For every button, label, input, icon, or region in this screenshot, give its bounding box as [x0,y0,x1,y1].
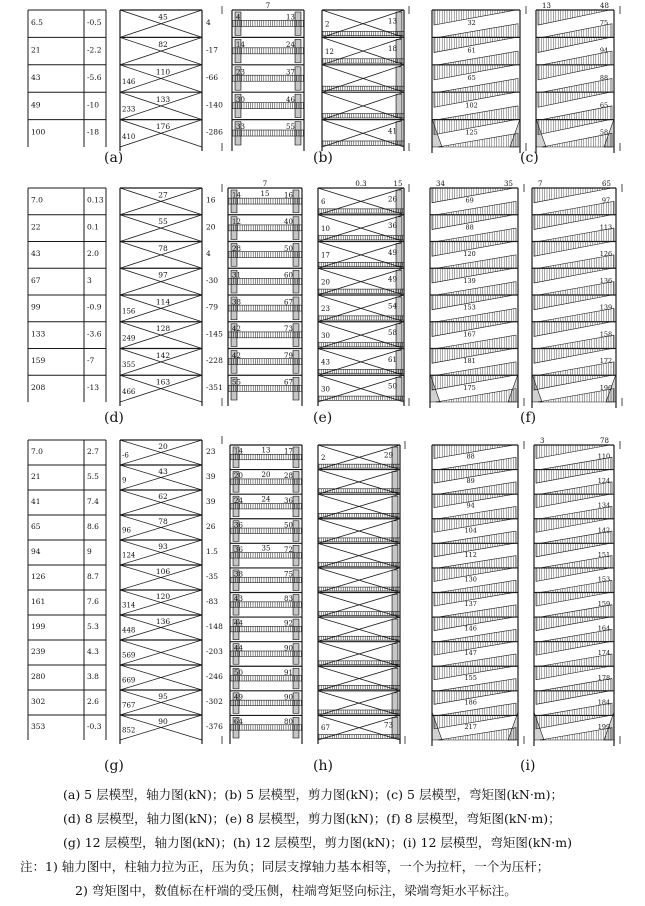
axial-mid-value: 2.6 [87,696,99,706]
column-shear-value: 64 [234,718,243,727]
axial-left-value: 133 [31,329,46,339]
brace-axial-value: 78 [158,243,168,253]
column-shear-value: 60 [284,271,293,280]
column-shear-value: 14 [234,447,243,456]
brace-axial-value: 133 [155,94,171,104]
beam-shear-value: 15 [260,190,270,199]
beam-moment-triangle [438,556,516,568]
right-column-axial-value: -302 [206,696,223,706]
column-shear-value: 72 [284,545,293,554]
column-shear-value: 92 [284,619,293,628]
braced-column-shear-value: 58 [388,329,397,338]
axial-mid-value: 5.5 [87,471,99,481]
braced-column-shear-value: 49 [388,275,397,284]
beam-moment-value: 137 [464,600,477,609]
right-column-axial-value: -79 [206,302,219,312]
beam-moment-triangle [438,506,516,518]
axial-mid-value: -18 [87,127,100,137]
column-shear-value: 50 [284,521,293,530]
left-column-axial-value: 448 [122,626,136,635]
brace-axial-value: 110 [155,67,171,77]
beam-moment-value: 94 [466,501,475,510]
top-shear-value: 0.3 [355,180,367,188]
column-shear-value: 17 [284,447,293,456]
column-shear-value: 37 [286,68,295,77]
beam-moment-triangle [534,188,612,203]
beam-moment-triangle [438,531,516,543]
braced-column-shear-value: 17 [321,251,330,260]
axial-mid-value: 3 [87,275,92,285]
column-shear-value: 28 [232,244,241,253]
axial-left-value: 302 [31,696,46,706]
column-shear-value: 12 [232,218,241,227]
axial-left-value: 67 [31,275,41,285]
braced-column-shear-value: 18 [388,45,397,54]
braced-column-shear-value: 2 [321,453,326,462]
braced-column-shear-value: 61 [388,355,397,364]
axial-mid-value: 7.4 [87,496,99,506]
column-shear-value: 44 [234,644,243,653]
column-shear-value: 67 [284,378,293,387]
braced-column-shear-value: 73 [384,721,393,730]
column-shear-value: 36 [234,545,243,554]
beam-shear-value: 20 [261,470,271,479]
column-shear-value: 80 [284,718,293,727]
braced-column-shear-value: 6 [321,198,326,207]
column-shear-value: 43 [234,595,243,604]
braced-column-shear-value: 54 [388,302,397,311]
right-column-axial-value: 4 [206,249,211,259]
brace-axial-value: 43 [158,466,168,476]
braced-column-shear-value: 50 [388,382,397,391]
beam-moment-value: 65 [599,101,609,110]
axial-left-value: 49 [31,100,41,110]
column-shear-value: 73 [284,325,293,334]
column-moment-triangle [532,374,542,402]
column-moment-triangle [508,374,518,402]
braced-column-shear-value: 67 [321,724,330,733]
axial-mid-value: 4.3 [87,646,99,656]
axial-mid-value: 2.7 [87,446,99,456]
column-shear-value: 24 [234,496,243,505]
column-shear-value: 20 [234,472,243,481]
column-shear-value: 42 [232,325,241,334]
beam-moment-triangle [438,580,516,592]
axial-mid-value: 8.6 [87,521,99,531]
brace-axial-value: 106 [155,566,171,576]
column-shear-value: 40 [284,218,293,227]
beam-moment-value: 196 [599,383,613,392]
axial-mid-value: -0.9 [87,302,102,312]
beam-moment-value: 97 [601,196,611,205]
top-moment-value: 7 [538,180,543,188]
column-shear-value: 50 [284,244,293,253]
brace-axial-value: 136 [155,616,171,626]
beam-shear-value: 24 [261,495,271,504]
brace-axial-value: 95 [158,691,168,701]
beam-moment-value: 125 [465,128,478,137]
left-column-axial-value: 852 [122,726,136,735]
axial-left-value: 353 [31,721,46,731]
beam-moment-value: 126 [599,250,613,259]
right-column-axial-value: -17 [206,45,219,55]
axial-left-value: 41 [31,496,41,506]
beam-moment-value: 32 [467,19,476,28]
beam-moment-value: 175 [463,383,476,392]
left-column-axial-value: 249 [122,334,136,343]
column-shear-value: 90 [284,644,293,653]
column-shear-value: 50 [234,668,243,677]
column-shear-value: 79 [284,351,293,360]
right-column-axial-value: -351 [206,382,223,392]
axial-mid-value: 8.7 [87,571,99,581]
axial-left-value: 6.5 [31,18,43,28]
axial-left-value: 65 [31,521,41,531]
brace-axial-value: 27 [158,190,168,200]
column-shear-value: 4 [236,13,241,22]
right-column-axial-value: -228 [206,356,223,366]
column-moment-triangle [536,119,546,147]
column-shear-value: 38 [232,298,241,307]
right-column-axial-value: 4 [206,18,211,28]
column-shear-value: 38 [234,570,243,579]
axial-mid-value: -0.3 [87,721,102,731]
column-shear-value: 36 [234,521,243,530]
beam-moment-value: 58 [599,128,609,137]
column-shear-value: 14 [232,191,241,200]
axial-left-value: 126 [31,571,46,581]
column-shear-value: 44 [234,619,243,628]
right-column-axial-value: 39 [206,471,216,481]
braced-column-shear-value: 23 [321,305,330,314]
braced-column-shear-value: 10 [321,224,330,233]
left-column-axial-value: 355 [122,361,136,370]
beam-moment-triangle [438,605,516,617]
beam-moment-value: 104 [464,526,477,535]
axial-mid-value: -3.6 [87,329,102,339]
beam-moment-value: 113 [599,223,613,232]
left-column-axial-value: 410 [122,132,136,141]
axial-left-value: 7.0 [31,195,43,205]
right-column-axial-value: 39 [206,496,216,506]
column-shear-value: 75 [284,570,293,579]
braced-column-shear-value: 30 [321,331,330,340]
column-shear-value: 28 [284,472,293,481]
brace-axial-value: 82 [158,39,168,49]
right-column-axial-value: 1.5 [206,546,218,556]
left-column-axial-value: 156 [122,307,136,316]
axial-mid-value: -2.2 [87,45,102,55]
right-column-axial-value: 23 [206,446,216,456]
right-column-axial-value: -83 [206,596,219,606]
beam-moment-value: 88 [599,73,609,82]
column-shear-value: 24 [286,40,295,49]
axial-left-value: 43 [31,249,41,259]
left-column-axial-value: -6 [122,451,129,460]
column-moment-triangle [430,374,440,402]
column-shear-value: 13 [286,13,295,22]
left-column-axial-value: 124 [122,551,136,560]
axial-mid-value: 0.13 [87,195,104,205]
top-moment-value: 34 [436,180,445,188]
brace-axial-value: 45 [158,12,168,22]
axial-left-value: 22 [31,222,41,232]
column-shear-value: 31 [232,271,241,280]
top-shear-value: 15 [393,180,403,188]
right-column-axial-value: -140 [206,100,223,110]
top-moment-value: 13 [542,2,551,10]
braced-column-shear-value: 13 [388,17,397,26]
brace-axial-value: 55 [158,217,168,227]
axial-mid-value: 7.6 [87,596,99,606]
left-column-axial-value: 569 [122,651,136,660]
right-column-axial-value: -30 [206,275,219,285]
beam-moment-value: 153 [463,303,476,312]
brace-axial-value: 62 [158,491,168,501]
column-shear-value: 23 [236,68,245,77]
axial-left-value: 21 [31,45,41,55]
right-column-axial-value: -203 [206,646,223,656]
axial-mid-value: -13 [87,382,100,392]
right-column-axial-value: -66 [206,72,219,82]
beam-shear-value: 13 [261,446,271,455]
braced-column-shear-value: 36 [388,222,397,231]
braced-column-shear-value: 26 [388,195,397,204]
right-column-axial-value: -376 [206,721,223,731]
column-shear-value: 42 [232,351,241,360]
beam-moment-value: 167 [463,330,476,339]
column-shear-value: 91 [284,668,293,677]
axial-left-value: 100 [31,127,46,137]
beam-moment-value: 139 [463,276,476,285]
right-column-axial-value: 20 [206,222,216,232]
axial-left-value: 199 [31,621,46,631]
right-column-axial-value: -246 [206,671,223,681]
column-shear-value: 16 [284,191,293,200]
brace-axial-value: 114 [155,297,171,307]
brace-axial-value: 20 [158,441,168,451]
column-shear-value: 55 [232,378,241,387]
brace-axial-value: 142 [155,350,171,360]
axial-left-value: 239 [31,646,46,656]
beam-moment-value: 65 [467,73,476,82]
beam-moment-value: 88 [466,452,475,461]
right-column-axial-value: 16 [206,195,216,205]
right-column-axial-value: -148 [206,621,223,631]
beam-moment-triangle [438,457,516,469]
beam-moment-value: 75 [599,19,609,28]
beam-moment-triangle [438,482,516,494]
axial-left-value: 7.0 [31,446,43,456]
axial-left-value: 280 [31,671,46,681]
axial-mid-value: -10 [87,100,100,110]
beam-moment-value: 136 [599,276,613,285]
axial-mid-value: 5.3 [87,621,99,631]
brace-axial-value: 97 [158,270,168,280]
axial-mid-value: -7 [87,356,95,366]
column-shear-value: 67 [284,298,293,307]
beam-moment-value: 120 [463,250,476,259]
top-shear-value: 7 [265,2,271,10]
column-shear-value: 90 [284,693,293,702]
column-shear-value: 36 [284,496,293,505]
top-moment-value: 65 [602,180,611,188]
left-column-axial-value: 233 [122,105,136,114]
beam-moment-value: 61 [467,46,476,55]
top-moment-value: 48 [600,2,609,10]
axial-left-value: 208 [31,382,46,392]
column-shear-value: 30 [236,95,245,104]
right-column-axial-value: 26 [206,521,216,531]
braced-column-shear-value: 43 [321,358,330,367]
column-shear-value: 33 [236,123,245,132]
column-shear-value: 55 [286,123,295,132]
column-shear-value: 83 [284,595,293,604]
right-column-axial-value: -35 [206,571,219,581]
beam-moment-value: 94 [599,46,609,55]
left-column-axial-value: 767 [122,701,136,710]
left-column-axial-value: 9 [122,476,127,485]
brace-axial-value: 93 [158,541,168,551]
axial-left-value: 99 [31,302,41,312]
brace-axial-value: 78 [158,516,168,526]
left-column-axial-value: 96 [122,526,131,535]
brace-axial-value: 163 [155,377,171,387]
beam-moment-value: 112 [464,550,477,559]
top-moment-value: 35 [504,180,513,188]
axial-left-value: 159 [31,356,46,366]
axial-mid-value: 0.1 [87,222,99,232]
beam-shear-value: 35 [261,544,271,553]
top-shear-value: 7 [262,180,268,188]
axial-mid-value: 2.0 [87,249,99,259]
left-column-axial-value: 466 [122,387,136,396]
axial-mid-value: -0.5 [87,18,102,28]
right-column-axial-value: -286 [206,127,223,137]
brace-axial-value: 120 [155,591,171,601]
left-column-axial-value: 669 [122,676,136,685]
brace-axial-value: 128 [155,324,171,334]
axial-mid-value: -5.6 [87,72,102,82]
left-column-axial-value: 314 [122,601,136,610]
beam-moment-value: 139 [599,303,613,312]
column-shear-value: 14 [236,40,245,49]
beam-moment-value: 172 [599,357,613,366]
column-shear-value: 49 [234,693,243,702]
beam-moment-value: 69 [465,196,474,205]
column-moment-triangle [510,119,520,147]
axial-left-value: 161 [31,596,46,606]
brace-axial-value: 90 [158,716,168,726]
beam-moment-value: 102 [465,101,478,110]
beam-moment-value: 88 [465,223,474,232]
braced-column-shear-value: 41 [388,127,397,136]
column-shear-value: 46 [286,95,295,104]
beam-moment-value: 89 [466,477,475,486]
beam-moment-value: 158 [599,330,613,339]
braced-column-shear-value: 20 [321,278,330,287]
braced-column-shear-value: 2 [325,20,330,29]
braced-column-shear-value: 49 [388,248,397,257]
brace-axial-value: 176 [155,122,171,132]
right-column-axial-value: -145 [206,329,223,339]
left-column-axial-value: 146 [122,77,136,86]
braced-column-shear-value: 30 [321,385,330,394]
axial-mid-value: 3.8 [87,671,99,681]
braced-column-shear-value: 12 [325,47,334,56]
axial-left-value: 94 [31,546,41,556]
axial-left-value: 21 [31,471,41,481]
beam-moment-value: 181 [463,357,476,366]
beam-moment-value: 130 [464,575,477,584]
column-moment-triangle [432,119,442,147]
axial-left-value: 43 [31,72,41,82]
braced-column-shear-value: 29 [384,451,393,460]
axial-mid-value: 9 [87,546,92,556]
